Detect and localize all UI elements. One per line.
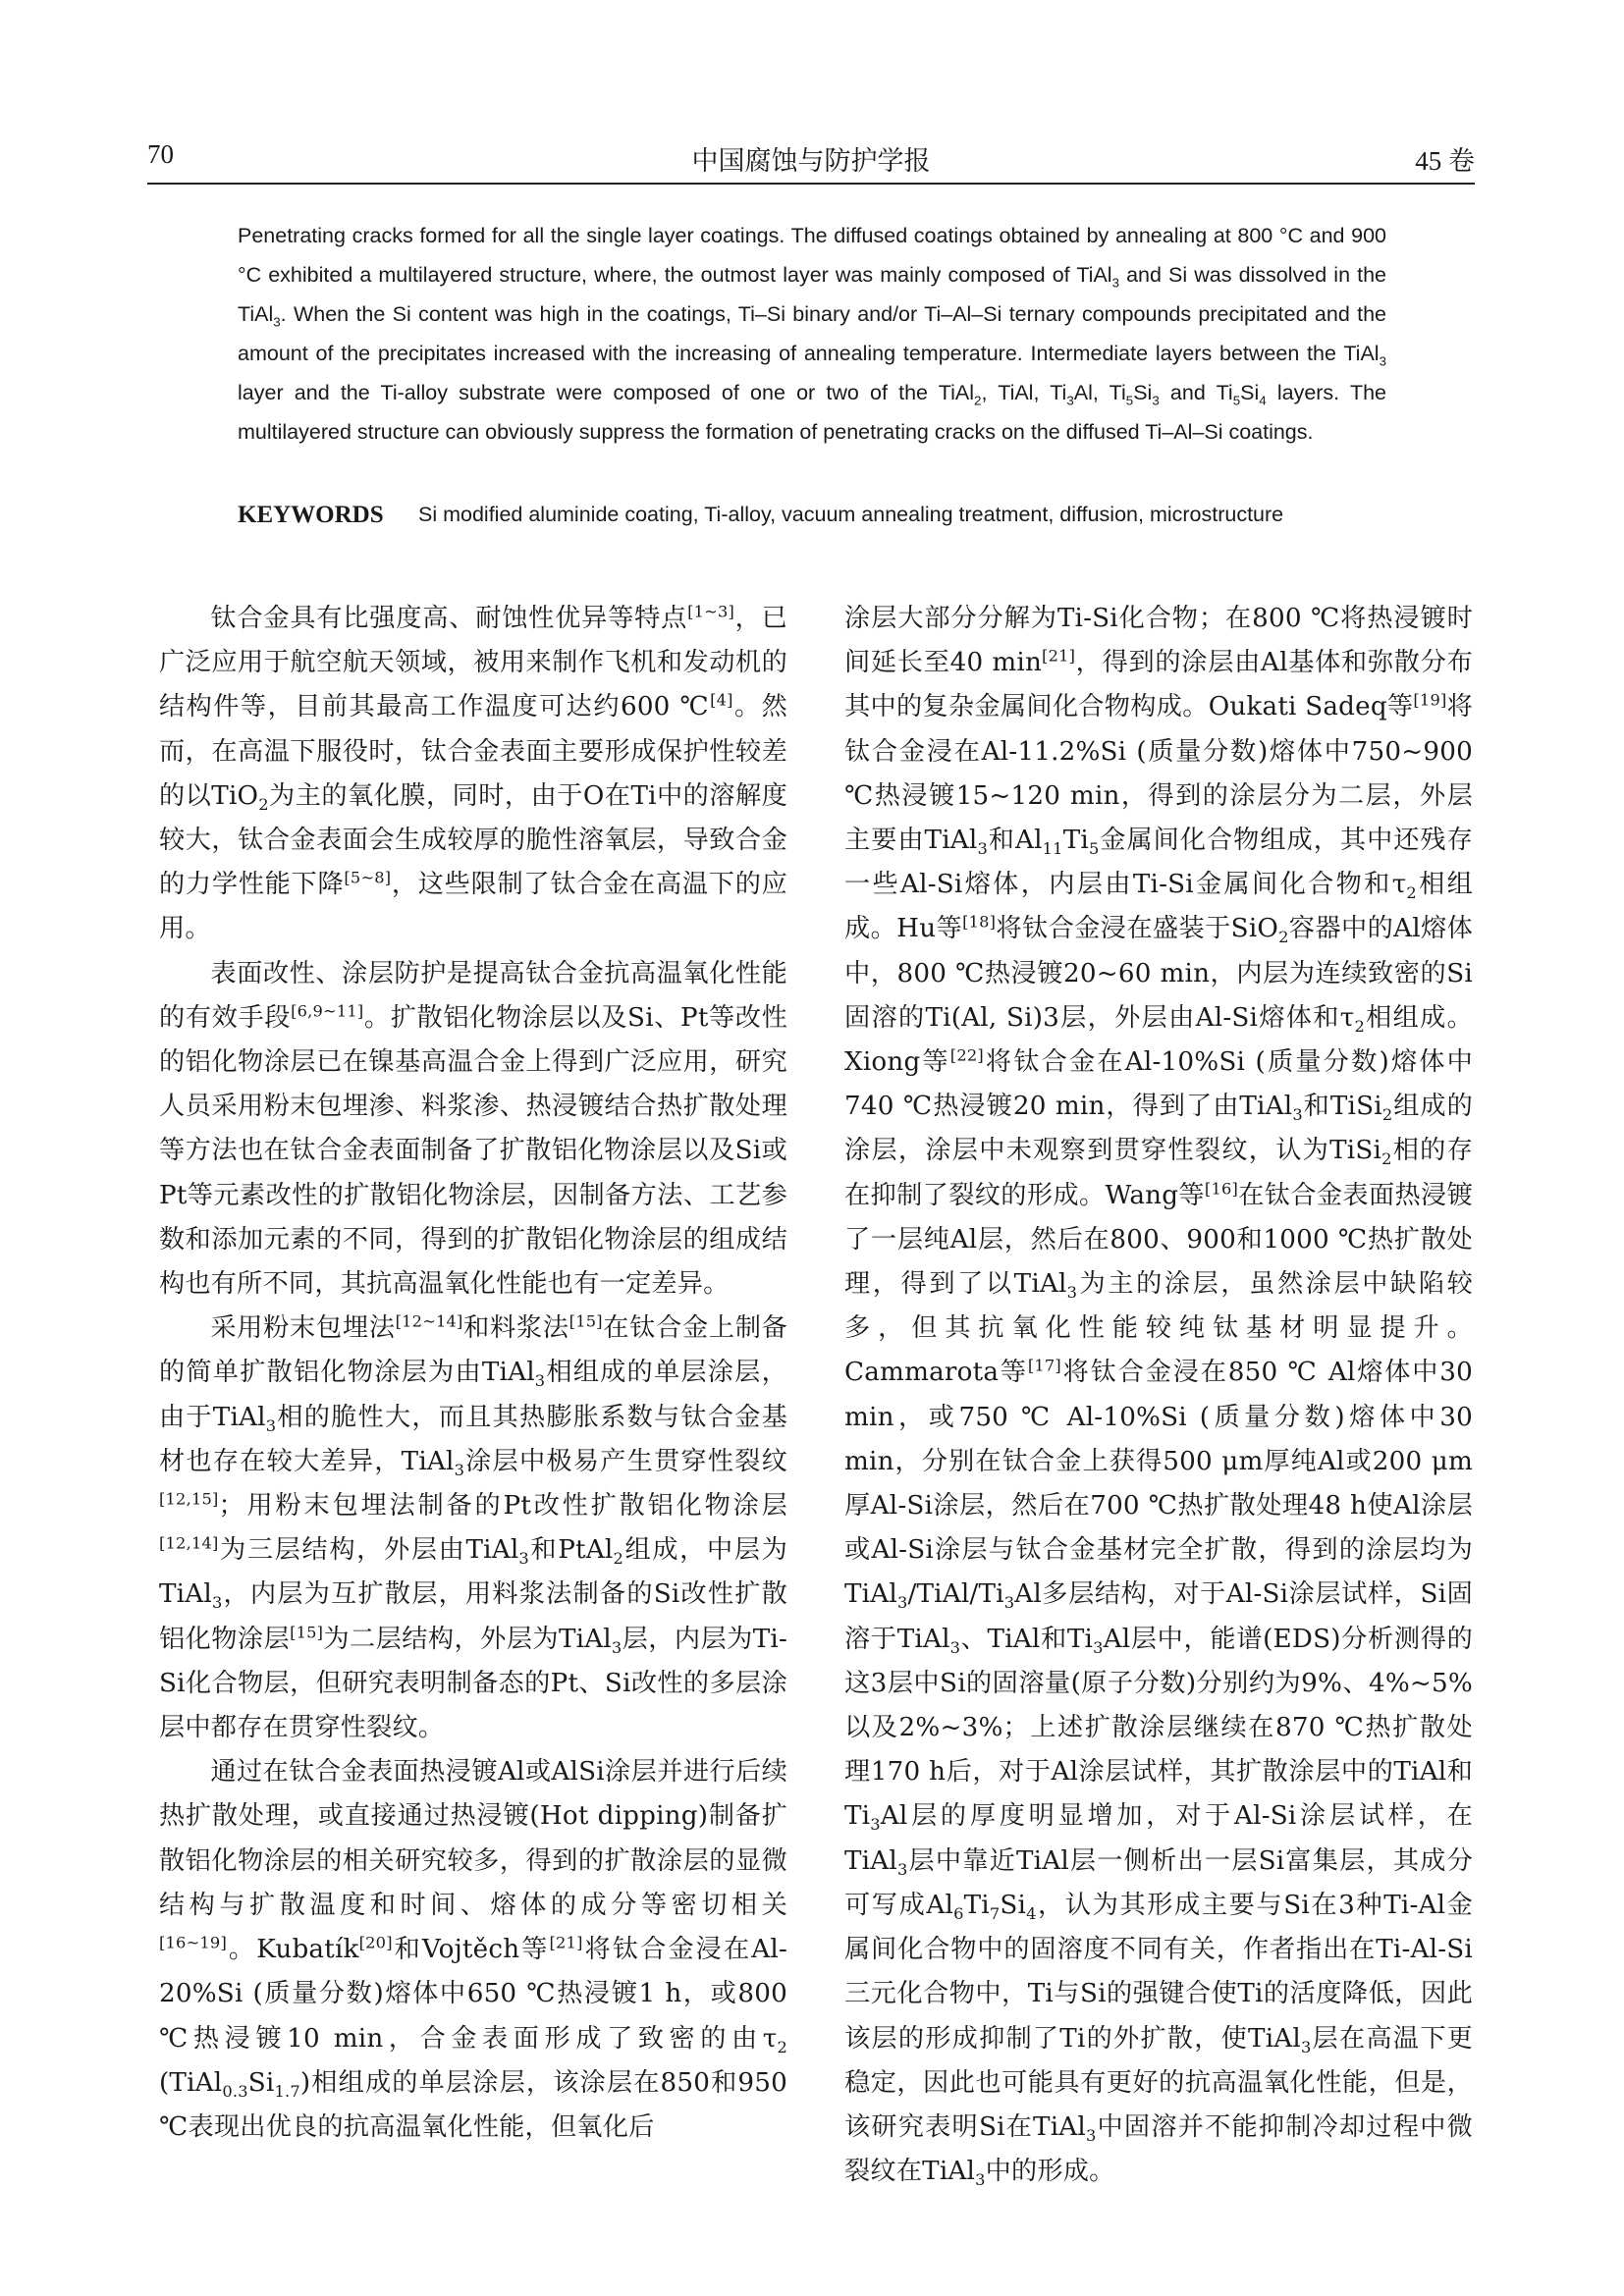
body-paragraph-4-continued: 涂层大部分分解为Ti-Si化合物；在800 ℃将热浸镀时间延长至40 min[21]，得到的涂层由Al基体和弥散分布其中的复杂金属间化合物构成。Oukati Sadeq等[19]将钛合金浸在Al-11.2%Si (质量分数)熔体中750~900 ℃热浸镀15~120 min，得到的涂层分为二层，外层主要由TiAl$_3$和$Al_{11}Ti_5$金属间化合物组成，其中还残存一些Al-Si熔体，内层由Ti-Si金属间化合物和$\tau_2$相组成。Hu等[18]将钛合金浸在盛装于SiO$_2$容器中的Al熔体中，800 ℃热浸镀20~60 min，内层为连续致密的Si固溶的Ti(Al, Si)3层，外层由Al-Si熔体和$\tau_2$相组成。Xiong等[22]将钛合金在Al-10%Si (质量分数)熔体中740 ℃热浸镀20 min，得到了由TiAl$_3$和TiSi$_2$组成的涂层，涂层中未观察到贯穿性裂纹，认为TiSi$_2$相的存在抑制了裂纹的形成。Wang等[16]在钛合金表面热浸镀了一层纯Al层，然后在800、900和1000 ℃热扩散处理，得到了以TiAl$_3$为主的涂层，虽然涂层中缺陷较多，但其抗氧化性能较纯钛基材明显提升。Cammarota等[17]将钛合金浸在850 ℃ Al熔体中30 min，或750 ℃ Al-10%Si (质量分数)熔体中30 min，分别在钛合金上获得500 μm厚纯Al或200 μm厚Al-Si涂层，然后在700 ℃热扩散处理48 h使Al涂层或Al-Si涂层与钛合金基材完全扩散，得到的涂层均为$TiAl_3/TiAl/Ti_3Al$多层结构，对于Al-Si涂层试样，Si固溶于TiAl$_3$、TiAl和$Ti_3Al$层中，能谱(EDS)分析测得的这3层中Si的固溶量(原子分数)分别约为9%、4%~5%以及2%~3%；上述扩散涂层继续在870 ℃热扩散处理170 h后，对于Al涂层试样，其扩散涂层中的TiAl和$Ti_3Al$层的厚度明显增加，对于Al-Si涂层试样，在TiAl$_3$层中靠近TiAl层一侧析出一层Si富集层，其成分可写成$Al_6Ti_7Si_4$，认为其形成主要与Si在3种Ti-Al金属间化合物中的固溶度不同有关，作者指出在Ti-Al-Si三元化合物中，Ti与Si的强键合使Ti的活度降低，因此该层的形成抑制了Ti的外扩散，使TiAl$_3$层在高温下更稳定，因此也可能具有更好的抗高温氧化性能，但是，该研究表明Si在TiAl$_3$中固溶并不能抑制冷却过程中微裂纹在TiAl$_3$中的形成。 [844,604,1474,2190]
keywords-text: Si modified aluminide coating, Ti-alloy, vacuum annealing treatment, diffusion, microstructure [418,503,1284,526]
header-rule [147,183,1475,185]
body-paragraph-4: 通过在钛合金表面热浸镀Al或AlSi涂层并进行后续热扩散处理，或直接通过热浸镀(Hot dipping)制备扩散铝化物涂层的相关研究较多，得到的扩散涂层的显微结构与扩散温度和时间、熔体的成分等密切相关[16~19]。Kubatík[20]和Vojtěch等[21]将钛合金浸在Al-20%Si (质量分数)熔体中650 ℃热浸镀1 h，或800 ℃热浸镀10 min，合金表面形成了致密的由$\tau_2$ $(TiAl_{0.3}Si_{1.7})$相组成的单层涂层，该涂层在850和950 ℃表现出优良的抗高温氧化性能，但氧化后 [159,1757,788,2142]
running-header [147,137,1475,185]
body-column-right [844,597,1473,2194]
english-abstract: Penetrating cracks formed for all the single layer coatings. The diffused coatings obtained by annealing at 800 °C and 900 °C exhibited a multilayered structure, where, the outmost layer was mainly composed of TiAl$_3$ and Si was dissolved in the TiAl$_3$. When the Si content was high in the coatings, Ti–Si binary and/or Ti–Al–Si ternary compounds precipitated and the amount of the precipitates increased with the increasing of annealing temperature. Intermediate layers between the TiAl$_3$ layer and the Ti-alloy substrate were composed of one or two of the TiAl$_2$, TiAl, $Ti_3Al$, $Ti_5Si_3$ and $Ti_5Si_4$ layers. The multilayered structure can obviously suppress the formation of penetrating cracks on the diffused Ti–Al–Si coatings. [238,224,1386,444]
body-paragraph-2: 表面改性、涂层防护是提高钛合金抗高温氧化性能的有效手段[6,9~11]。扩散铝化物涂层以及Si、Pt等改性的铝化物涂层已在镍基高温合金上得到广泛应用，研究人员采用粉末包埋渗、料浆渗、热浸镀结合热扩散处理等方法也在钛合金表面制备了扩散铝化物涂层以及Si或Pt等元素改性的扩散铝化物涂层，因制备方法、工艺参数和添加元素的不同，得到的扩散铝化物涂层的组成结构也有所不同，其抗高温氧化性能也有一定差异。 [159,958,788,1300]
body-paragraph-1: 钛合金具有比强度高、耐蚀性优异等特点[1~3]，已广泛应用于航空航天领域，被用来制作飞机和发动机的结构件等，目前其最高工作温度可达约600 ℃[4]。然而，在高温下服役时，钛合金表面主要形成保护性较差的以TiO$_2$为主的氧化膜，同时，由于O在Ti中的溶解度较大，钛合金表面会生成较厚的脆性溶氧层，导致合金的力学性能下降[5~8]，这些限制了钛合金在高温下的应用。 [159,602,788,944]
page-number: 70 [147,139,174,169]
keywords-label: KEYWORDS [238,502,384,528]
volume-label: 45 卷 [1415,146,1475,176]
journal-title: 中国腐蚀与防护学报 [691,146,931,176]
body-paragraph-3: 采用粉末包埋法[12~14]和料浆法[15]在钛合金上制备的简单扩散铝化物涂层为由TiAl$_3$相组成的单层涂层，由于TiAl$_3$相的脆性大，而且其热膨胀系数与钛合金基材也存在较大差异，TiAl$_3$涂层中极易产生贯穿性裂纹[12,15]；用粉末包埋法制备的Pt改性扩散铝化物涂层[12,14]为三层结构，外层由TiAl$_3$和PtAl$_2$组成，中层为TiAl$_3$，内层为互扩散层，用料浆法制备的Si改性扩散铝化物涂层[15]为二层结构，外层为TiAl$_3$层，内层为Ti-Si化合物层，但研究表明制备态的Pt、Si改性的多层涂层中都存在贯穿性裂纹。 [159,1311,788,1743]
body-column-left [159,597,787,2150]
